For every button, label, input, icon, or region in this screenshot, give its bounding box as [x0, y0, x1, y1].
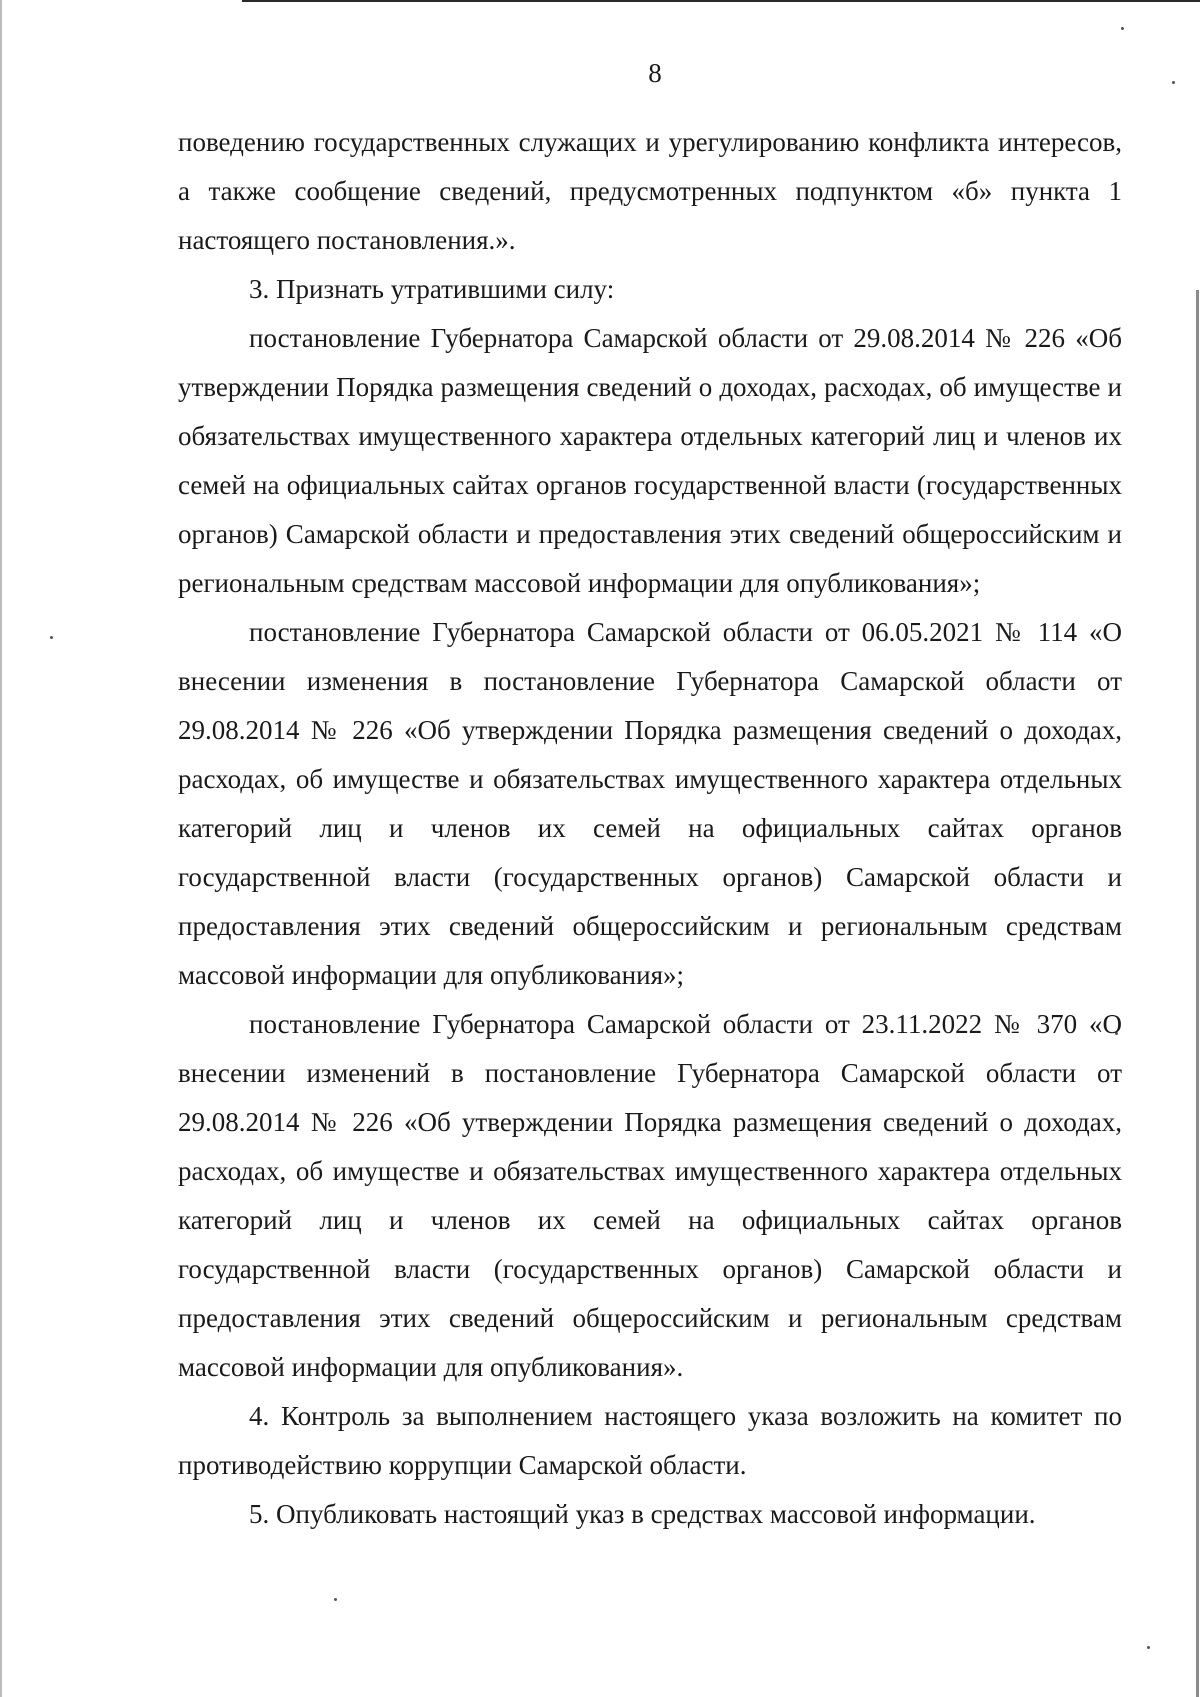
scan-speck — [50, 636, 53, 639]
paragraph-item-5: 5. Опубликовать настоящий указ в средствах массовой информации. — [249, 1499, 1036, 1529]
scan-speck — [1147, 1646, 1150, 1649]
scan-speck — [334, 1598, 337, 1601]
document-body — [178, 118, 1122, 1539]
paragraph-repealed-decree-226: постановление Губернатора Самарской области от 29.08.2014 № 226 «Об утверждении Порядка размещения сведений о доходах, расходах, об имуществе и обязательствах имущественного характера отдельных категорий лиц и членов их семей на официальных сайтах органов государственной власти (государственных органов) Самарской области и предоставления этих сведений общероссийским и региональным средствам массовой информации для опубликования»; — [178, 323, 1122, 598]
paragraph-item-4: 4. Контроль за выполнением настоящего указа возложить на комитет по противодействию коррупции Самарской области. — [178, 1401, 1122, 1480]
paragraph-repealed-decree-114: постановление Губернатора Самарской области от 06.05.2021 № 114 «О внесении изменения в постановление Губернатора Самарской области от 29.08.2014 № 226 «Об утверждении Порядка размещения сведений о доходах, расходах, об имуществе и обязательствах имущественного характера отдельных категорий лиц и членов их семей на официальных сайтах органов государственной власти (государственных органов) Самарской области и предоставления этих сведений общероссийским и региональным средствам массовой информации для опубликования»; — [178, 617, 1122, 990]
page-number: 8 — [648, 58, 662, 88]
scan-left-edge — [0, 0, 2, 1697]
scan-speck — [1121, 27, 1124, 30]
paragraph-repealed-decree-370: постановление Губернатора Самарской области от 23.11.2022 № 370 «О внесении изменений в постановление Губернатора Самарской области от 29.08.2014 № 226 «Об утверждении Порядка размещения сведений о доходах, расходах, об имуществе и обязательствах имущественного характера отдельных категорий лиц и членов их семей на официальных сайтах органов государственной власти (государственных органов) Самарской области и предоставления этих сведений общероссийским и региональным средствам массовой информации для опубликования». — [178, 1009, 1122, 1382]
scan-right-edge — [1196, 290, 1199, 1697]
scan-top-border — [242, 0, 1200, 2]
paragraph-continuation: поведению государственных служащих и урегулированию конфликта интересов, а также сообщение сведений, предусмотренных подпунктом «б» пункта 1 настоящего постановления.». — [178, 127, 1122, 255]
paragraph-item-3: 3. Признать утратившими силу: — [249, 274, 615, 304]
